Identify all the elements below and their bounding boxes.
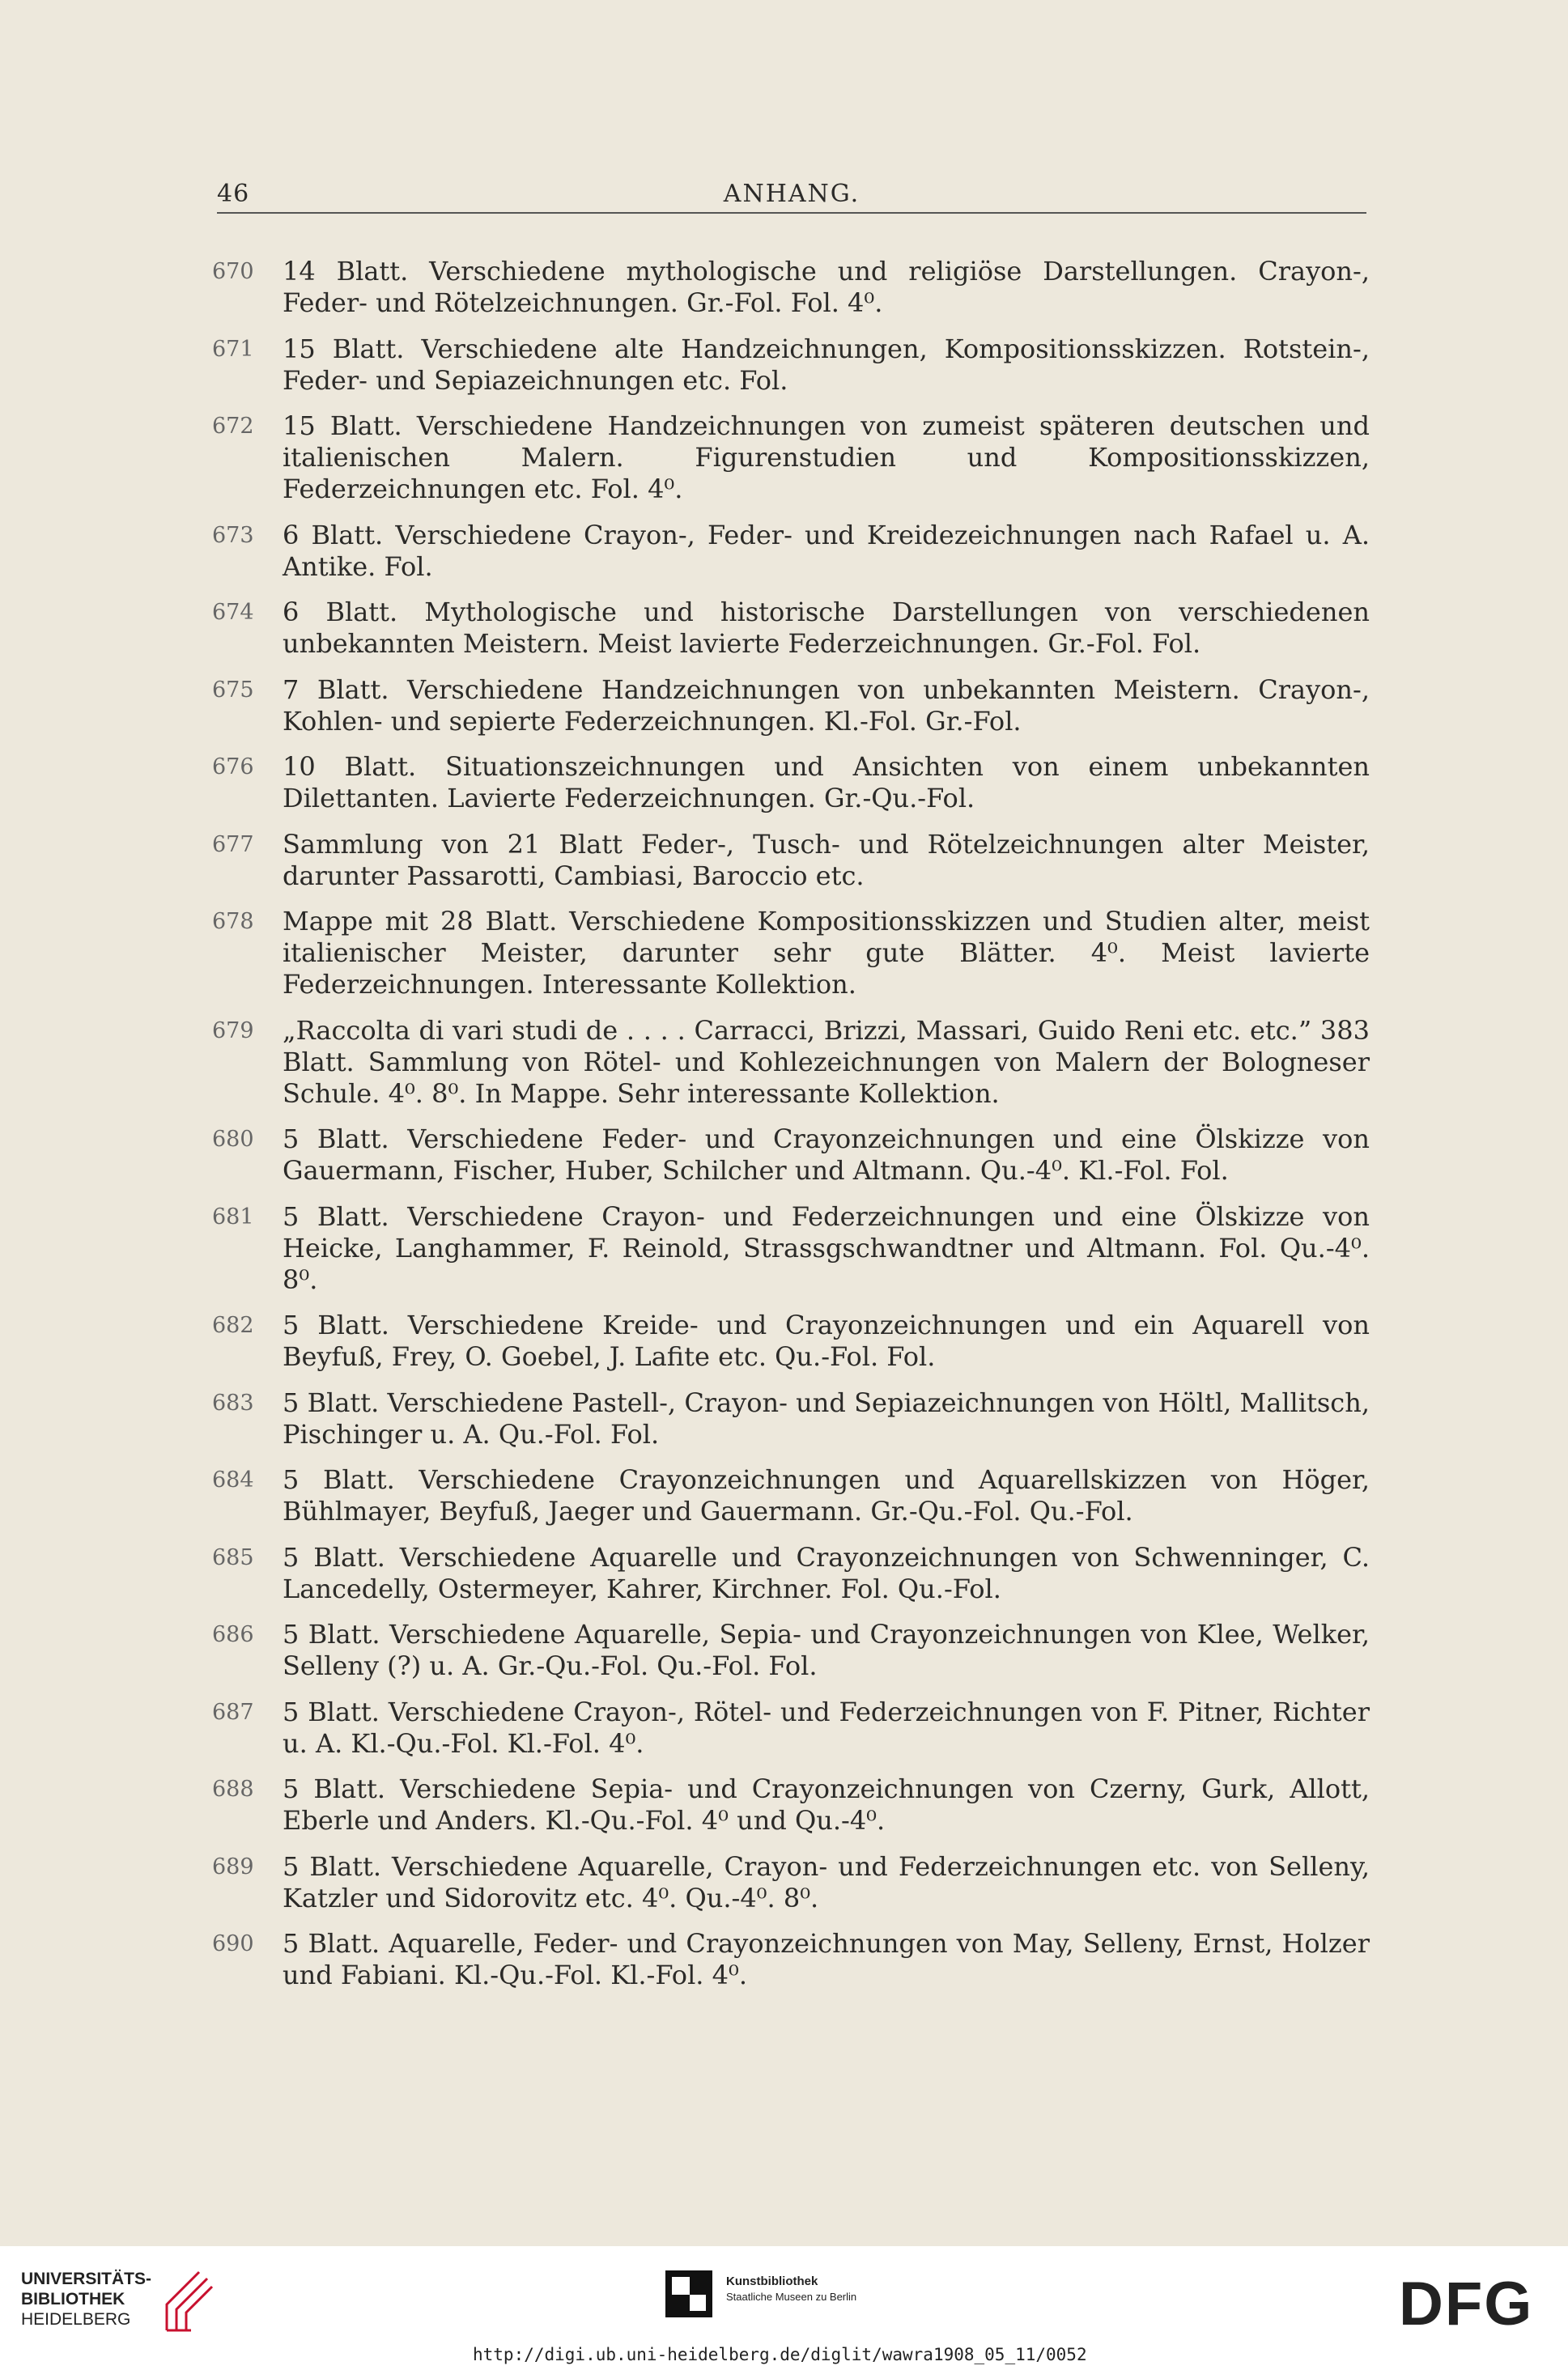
entry-number: 672 xyxy=(212,414,254,439)
entry-number: 683 xyxy=(212,1390,254,1416)
entry-text: 15 Blatt. Verschiedene Handzeichnungen von zumeist späteren deutschen und italienischen Malern. Figurenstudien und Kompositionsskizzen, Federzeichnungen etc. Fol. 4⁰. xyxy=(283,410,1370,504)
catalog-entry xyxy=(212,1015,1370,1110)
catalog-entry xyxy=(212,1310,1370,1373)
catalog-entry xyxy=(212,1387,1370,1450)
entry-number: 684 xyxy=(212,1467,254,1493)
entry-text: Sammlung von 21 Blatt Feder-, Tusch- und Rötelzeichnungen alter Meister, darunter Passarotti, Cambiasi, Baroccio etc. xyxy=(283,828,1370,891)
entry-number: 689 xyxy=(212,1854,254,1879)
catalog-entry xyxy=(212,1619,1370,1682)
entry-number: 687 xyxy=(212,1699,254,1725)
catalog-entry xyxy=(212,1201,1370,1296)
entry-number: 685 xyxy=(212,1544,254,1570)
ub-logo-line2: BIBLIOTHEK xyxy=(21,2290,125,2308)
page-header xyxy=(217,180,1366,214)
kunstbibliothek-emblem-icon xyxy=(665,2270,712,2317)
kunstbibliothek-logo[interactable] xyxy=(665,2270,908,2319)
ub-emblem-icon xyxy=(159,2269,215,2332)
entry-text: 5 Blatt. Verschiedene Aquarelle und Crayonzeichnungen von Schwenninger, C. Lancedelly, Ostermeyer, Kahrer, Kirchner. Fol. Qu.-Fol. xyxy=(283,1541,1370,1604)
entry-text: 14 Blatt. Verschiedene mythologische und religiöse Darstellungen. Crayon-, Feder- und Rötelzeichnungen. Gr.-Fol. Fol. 4⁰. xyxy=(283,256,1370,318)
entry-number: 670 xyxy=(212,259,254,284)
entry-text: 5 Blatt. Aquarelle, Feder- und Crayonzeichnungen von May, Selleny, Ernst, Holzer und Fabiani. Kl.-Qu.-Fol. Kl.-Fol. 4⁰. xyxy=(283,1928,1370,1990)
entry-number: 690 xyxy=(212,1931,254,1956)
kb-logo-subtitle: Staatliche Museen zu Berlin xyxy=(726,2291,857,2303)
catalog-entry xyxy=(212,597,1370,660)
catalog-entry xyxy=(212,829,1370,892)
entry-number: 682 xyxy=(212,1313,254,1338)
entry-number: 679 xyxy=(212,1017,254,1043)
entry-text: 5 Blatt. Verschiedene Aquarelle, Sepia- und Crayonzeichnungen von Klee, Welker, Selleny (?) u. A. Gr.-Qu.-Fol. Qu.-Fol. Fol. xyxy=(283,1619,1370,1681)
entry-number: 677 xyxy=(212,831,254,857)
entry-text: 10 Blatt. Situationszeichnungen und Ansichten von einem unbekannten Dilettanten. Lavierte Federzeichnungen. Gr.-Qu.-Fol. xyxy=(283,751,1370,813)
running-head: ANHANG. xyxy=(723,180,860,208)
catalog-entry xyxy=(212,1928,1370,1991)
entry-text: 5 Blatt. Verschiedene Crayon-, Rötel- und Federzeichnungen von F. Pitner, Richter u. A. Kl.-Qu.-Fol. Kl.-Fol. 4⁰. xyxy=(283,1696,1370,1759)
catalog-entries xyxy=(212,256,1370,2006)
entry-text: 5 Blatt. Verschiedene Aquarelle, Crayon- und Federzeichnungen etc. von Selleny, Katzler und Sidorovitz etc. 4⁰. Qu.-4⁰. 8⁰. xyxy=(283,1850,1370,1913)
page-number: 46 xyxy=(217,180,250,208)
catalog-entry xyxy=(212,1464,1370,1527)
ub-logo-line1: UNIVERSITÄTS- xyxy=(21,2270,152,2288)
entry-text: 5 Blatt. Verschiedene Crayonzeichnungen und Aquarellskizzen von Höger, Bühlmayer, Beyfuß, Jaeger und Gauermann. Gr.-Qu.-Fol. Qu.-Fol. xyxy=(283,1464,1370,1527)
catalog-entry xyxy=(212,751,1370,814)
catalog-entry xyxy=(212,1697,1370,1760)
digitization-footer xyxy=(0,2246,1568,2370)
ub-logo-line3: HEIDELBERG xyxy=(21,2310,131,2329)
entry-text: 7 Blatt. Verschiedene Handzeichnungen von unbekannten Meistern. Crayon-, Kohlen- und sepierte Federzeichnungen. Kl.-Fol. Gr.-Fol. xyxy=(283,673,1370,737)
entry-number: 680 xyxy=(212,1127,254,1152)
entry-text: 15 Blatt. Verschiedene alte Handzeichnungen, Kompositionsskizzen. Rotstein-, Feder- und Sepiazeichnungen etc. Fol. xyxy=(283,333,1370,396)
entry-number: 686 xyxy=(212,1622,254,1647)
kb-logo-title: Kunstbibliothek xyxy=(726,2274,818,2288)
kunstbibliothek-wordmark xyxy=(726,2274,856,2304)
catalog-entry xyxy=(212,333,1370,397)
catalog-entry xyxy=(212,1542,1370,1605)
university-library-wordmark xyxy=(21,2269,151,2330)
permalink-url[interactable]: http://digi.ub.uni-heidelberg.de/diglit/wawra1908_05_11/0052 xyxy=(473,2345,1087,2364)
catalog-entry xyxy=(212,1123,1370,1187)
entry-text: 5 Blatt. Verschiedene Crayon- und Federzeichnungen und eine Ölskizze von Heicke, Langhammer, F. Reinold, Strassgschwandtner und Altmann. Fol. Qu.-4⁰. 8⁰. xyxy=(283,1200,1370,1295)
entry-text: 6 Blatt. Verschiedene Crayon-, Feder- und Kreidezeichnungen nach Rafael u. A. Antike. Fol. xyxy=(283,519,1370,582)
entry-text: 5 Blatt. Verschiedene Sepia- und Crayonzeichnungen von Czerny, Gurk, Allott, Eberle und Anders. Kl.-Qu.-Fol. 4⁰ und Qu.-4⁰. xyxy=(283,1773,1370,1836)
entry-text: 6 Blatt. Mythologische und historische Darstellungen von verschiedenen unbekannten Meistern. Meist lavierte Federzeichnungen. Gr.-Fol. Fol. xyxy=(283,597,1370,659)
catalog-entry xyxy=(212,410,1370,505)
catalog-entry xyxy=(212,256,1370,319)
entry-number: 671 xyxy=(212,336,254,362)
entry-number: 673 xyxy=(212,522,254,548)
catalog-entry xyxy=(212,520,1370,583)
entry-text: 5 Blatt. Verschiedene Pastell-, Crayon- und Sepiazeichnungen von Höltl, Mallitsch, Pischinger u. A. Qu.-Fol. Fol. xyxy=(283,1387,1370,1450)
entry-number: 675 xyxy=(212,677,254,703)
entry-text: Mappe mit 28 Blatt. Verschiedene Kompositionsskizzen und Studien alter, meist italienischer Meister, darunter sehr gute Blätter. 4⁰. Meist lavierte Federzeichnungen. Interessante Kollektion. xyxy=(283,906,1370,1000)
entry-number: 674 xyxy=(212,600,254,625)
university-library-logo[interactable] xyxy=(21,2269,232,2334)
entry-text: „Raccolta di vari studi de . . . . Carracci, Brizzi, Massari, Guido Reni etc. etc.” 383 Blatt. Sammlung von Rötel- und Kohlezeichnungen von Malern der Bologneser Schule. 4⁰. 8⁰. In Mappe. Sehr interessante Kollektion. xyxy=(283,1014,1370,1109)
catalog-entry xyxy=(212,906,1370,1000)
catalog-entry xyxy=(212,1773,1370,1837)
catalog-entry xyxy=(212,674,1370,737)
entry-text: 5 Blatt. Verschiedene Feder- und Crayonzeichnungen und eine Ölskizze von Gauermann, Fischer, Huber, Schilcher und Altmann. Qu.-4⁰. Kl.-Fol. Fol. xyxy=(283,1123,1370,1186)
dfg-logo[interactable]: DFG xyxy=(1399,2270,1534,2338)
entry-number: 676 xyxy=(212,754,254,779)
entry-text: 5 Blatt. Verschiedene Kreide- und Crayonzeichnungen und ein Aquarell von Beyfuß, Frey, O. Goebel, J. Lafite etc. Qu.-Fol. Fol. xyxy=(283,1310,1370,1372)
catalog-entry xyxy=(212,1851,1370,1914)
entry-number: 688 xyxy=(212,1777,254,1802)
entry-number: 678 xyxy=(212,909,254,934)
entry-number: 681 xyxy=(212,1204,254,1230)
